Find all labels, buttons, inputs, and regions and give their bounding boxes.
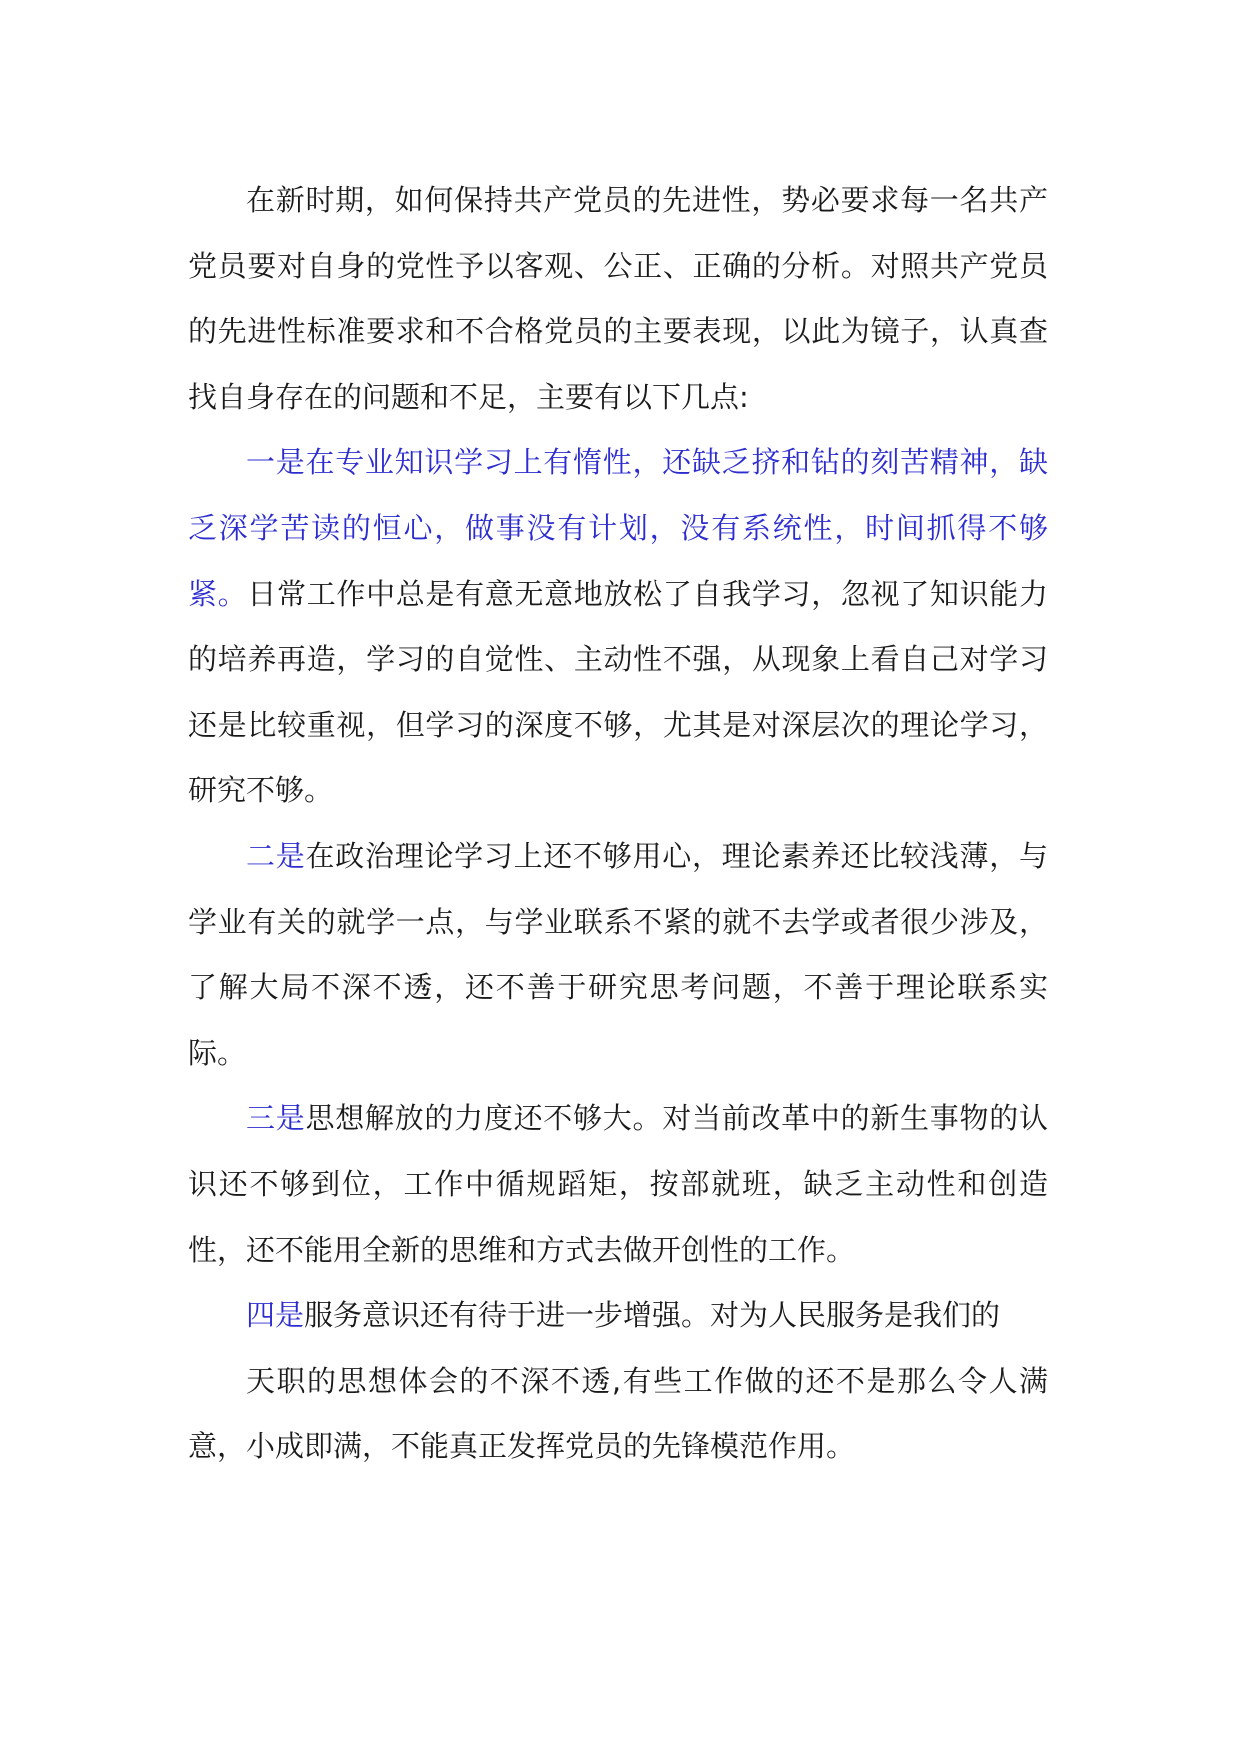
paragraph-point-two — [188, 824, 1048, 1086]
paragraph-text: 服务意识还有待于进一步增强。对为人民服务是我们的 — [304, 1298, 1001, 1333]
paragraph-text: 思想解放的力度还不够大。对当前改革中的新生事物的认识还不够到位，工作中循规蹈矩，按部就班，缺乏主动性和创造性，还不能用全新的思维和方式去做开创性的工作。 — [188, 1101, 1048, 1267]
paragraph-point-four-continued — [188, 1349, 1048, 1480]
paragraph-text: 在新时期，如何保持共产党员的先进性，势必要求每一名共产党员要对自身的党性予以客观、公正、正确的分析。对照共产党员的先进性标准要求和不合格党员的主要表现，以此为镜子，认真查找自身存在的问题和不足，主要有以下几点: — [188, 183, 1048, 414]
paragraph-highlight: 三是 — [246, 1101, 306, 1136]
paragraph-highlight: 一是在专业知识学习上有惰性，还缺乏挤和钻的刻苦精神，缺乏深学苦读的恒心，做事没有计划，没有系统性，时间抓得不够紧。 — [188, 445, 1048, 611]
paragraph-text: 在政治理论学习上还不够用心，理论素养还比较浅薄，与学业有关的就学一点，与学业联系不紧的就不去学或者很少涉及，了解大局不深不透，还不善于研究思考问题，不善于理论联系实际。 — [188, 838, 1048, 1070]
paragraph-intro — [188, 168, 1048, 430]
paragraph-point-four — [188, 1283, 1048, 1349]
paragraph-text: 日常工作中总是有意无意地放松了自我学习，忽视了知识能力的培养再造，学习的自觉性、主动性不强，从现象上看自己对学习还是比较重视，但学习的深度不够，尤其是对深层次的理论学习，研究不够。 — [188, 576, 1048, 808]
document-body — [188, 168, 1048, 1480]
paragraph-highlight: 二是 — [246, 838, 306, 873]
paragraph-point-three — [188, 1086, 1048, 1283]
paragraph-text: 天职的思想体会的不深不透,有些工作做的还不是那么令人满意，小成即满，不能真正发挥党员的先锋模范作用。 — [188, 1363, 1048, 1464]
paragraph-highlight: 四是 — [246, 1298, 305, 1333]
paragraph-point-one — [188, 430, 1048, 824]
